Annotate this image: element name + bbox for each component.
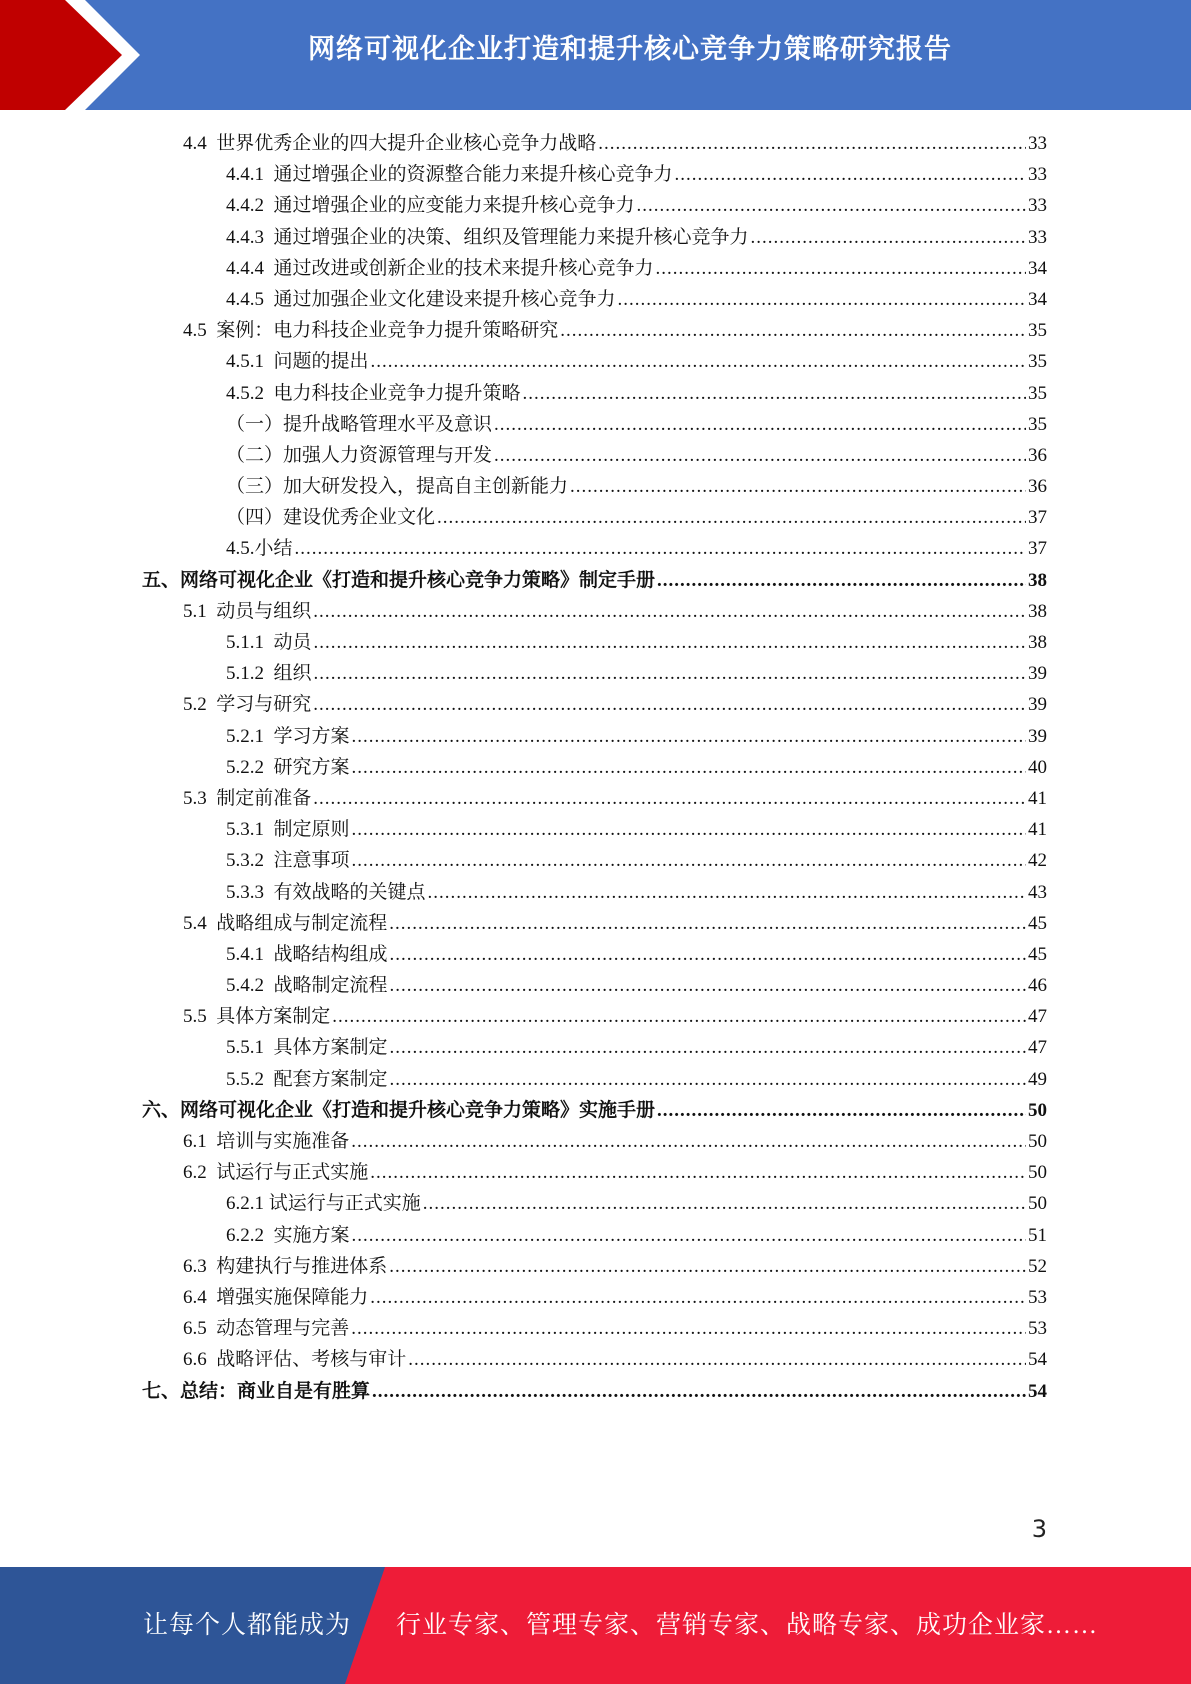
toc-entry-page: 33 [1028, 195, 1047, 217]
toc-entry-title: （三）加大研发投入，提高自主创新能力 [226, 476, 569, 498]
toc-entry-title: 有效战略的关键点 [273, 881, 426, 903]
toc-entry-page: 39 [1028, 663, 1047, 685]
toc-entry-number: 5.4.2 [226, 975, 274, 997]
toc-entry-page: 33 [1028, 164, 1047, 186]
toc-entry-number: 4.4.3 [226, 226, 274, 248]
toc-dot-leader [675, 159, 1026, 190]
toc-dot-leader [560, 315, 1026, 346]
toc-entry-title: 通过加强企业文化建设来提升核心竞争力 [273, 288, 616, 310]
toc-entry-number: 5.3.2 [226, 850, 274, 872]
toc-entry-title: 电力科技企业竞争力提升策略 [273, 382, 521, 404]
toc-entry[interactable] [0, 1001, 1191, 1032]
toc-entry[interactable] [0, 596, 1191, 627]
toc-entry-page: 54 [1028, 1380, 1047, 1402]
toc-dot-leader [657, 1095, 1026, 1126]
toc-entry-number: 5.3.1 [226, 819, 274, 841]
toc-entry-number: 5.2 [183, 694, 217, 716]
toc-entry-title: 通过改进或创新企业的技术来提升核心竞争力 [273, 257, 654, 279]
toc-entry-page: 53 [1028, 1318, 1047, 1340]
toc-dot-leader [390, 939, 1026, 970]
toc-entry-number: 5.2.1 [226, 725, 274, 747]
toc-entry-title: 学习与研究 [216, 694, 312, 716]
toc-entry-number: 4.4.2 [226, 195, 274, 217]
toc-entry-number: 6.3 [183, 1255, 217, 1277]
toc-entry-page: 50 [1028, 1193, 1047, 1215]
toc-dot-leader [313, 783, 1026, 814]
toc-entry-page: 50 [1028, 1162, 1047, 1184]
toc-dot-leader [390, 1064, 1026, 1095]
toc-entry[interactable] [0, 190, 1191, 221]
toc-dot-leader [598, 128, 1026, 159]
toc-entry-number: 4.4.4 [226, 257, 274, 279]
toc-entry-page: 51 [1028, 1224, 1047, 1246]
toc-entry[interactable] [0, 1220, 1191, 1251]
header-arrow-decoration [0, 0, 160, 110]
toc-dot-leader [570, 471, 1026, 502]
toc-entry[interactable] [0, 222, 1191, 253]
toc-dot-leader [428, 877, 1026, 908]
toc-dot-leader [370, 1157, 1026, 1188]
toc-dot-leader [437, 502, 1026, 533]
toc-entry-title: 七、总结：商业自是有胜算 [142, 1380, 371, 1402]
toc-entry-number: 6.2.2 [226, 1224, 274, 1246]
toc-entry[interactable] [0, 471, 1191, 502]
toc-entry-number: 5.4 [183, 912, 217, 934]
toc-dot-leader [389, 1251, 1026, 1282]
toc-dot-leader [370, 1282, 1026, 1313]
toc-entry-page: 50 [1028, 1131, 1047, 1152]
page-header [0, 0, 1191, 110]
toc-entry-title: 具体方案制定 [273, 1037, 388, 1059]
toc-entry-page: 53 [1028, 1286, 1047, 1308]
toc-entry[interactable] [0, 533, 1191, 564]
toc-entry-title: 案例：电力科技企业竞争力提升策略研究 [216, 320, 559, 342]
toc-dot-leader [352, 721, 1026, 752]
toc-entry-number: 4.4 [183, 133, 217, 154]
header-title: 网络可视化企业打造和提升核心竞争力策略研究报告 [308, 34, 952, 65]
toc-entry-number: 5.4.1 [226, 943, 274, 965]
toc-dot-leader [390, 1032, 1026, 1063]
toc-entry-number: 5.5.1 [226, 1037, 274, 1059]
toc-entry-title: 增强实施保障能力 [216, 1286, 369, 1308]
toc-entry-title: 通过增强企业的决策、组织及管理能力来提升核心竞争力 [273, 226, 749, 248]
toc-entry-page: 43 [1028, 881, 1047, 903]
toc-entry-page: 45 [1028, 912, 1047, 934]
page-footer [0, 1567, 1191, 1684]
toc-entry[interactable] [0, 253, 1191, 284]
toc-entry-title: 战略评估、考核与审计 [216, 1349, 407, 1371]
toc-entry-number: 5.1 [183, 600, 217, 622]
toc-entry-number: 5.3.3 [226, 881, 274, 903]
toc-entry-page: 38 [1028, 600, 1047, 622]
toc-entry[interactable] [0, 845, 1191, 876]
toc-dot-leader [618, 284, 1026, 315]
toc-entry[interactable] [0, 284, 1191, 315]
toc-entry-page: 35 [1028, 382, 1047, 404]
toc-entry[interactable] [0, 128, 1191, 159]
toc-entry-title: 世界优秀企业的四大提升企业核心竞争力战略 [216, 133, 597, 154]
toc-entry[interactable] [0, 346, 1191, 377]
toc-dot-leader [314, 627, 1026, 658]
toc-entry-number: 6.4 [183, 1286, 217, 1308]
toc-dot-leader [295, 533, 1026, 564]
toc-dot-leader [494, 440, 1026, 471]
toc-entry-page: 42 [1028, 850, 1047, 872]
toc-entry[interactable] [0, 1344, 1191, 1375]
toc-entry-title: 研究方案 [273, 756, 350, 778]
footer-slogan-left: 让每个人都能成为 [143, 1612, 352, 1639]
toc-entry-page: 41 [1028, 819, 1047, 841]
toc-entry-title: 培训与实施准备 [216, 1131, 350, 1152]
toc-entry-page: 35 [1028, 413, 1047, 435]
toc-dot-leader [351, 1126, 1026, 1157]
toc-entry[interactable] [0, 1313, 1191, 1344]
toc-entry-number: 5.3 [183, 787, 217, 809]
toc-entry-title: 通过增强企业的资源整合能力来提升核心竞争力 [273, 164, 673, 186]
toc-chapter-entry[interactable] [0, 1376, 1191, 1407]
toc-entry[interactable] [0, 1188, 1191, 1219]
toc-entry-page: 50 [1028, 1099, 1047, 1121]
toc-entry-page: 34 [1028, 288, 1047, 310]
toc-entry-title: 通过增强企业的应变能力来提升核心竞争力 [273, 195, 635, 217]
toc-entry[interactable] [0, 502, 1191, 533]
toc-entry[interactable] [0, 1282, 1191, 1313]
toc-entry-number: 4.4.5 [226, 288, 274, 310]
page-number: 3 [1031, 1515, 1047, 1543]
toc-dot-leader [637, 190, 1026, 221]
toc-entry-number: 4.5.1 [226, 351, 274, 373]
toc-chapter-entry[interactable] [0, 1095, 1191, 1126]
toc-dot-leader [352, 752, 1026, 783]
toc-dot-leader [423, 1188, 1026, 1219]
toc-entry-title: 制定前准备 [216, 787, 312, 809]
toc-entry[interactable] [0, 939, 1191, 970]
toc-entry[interactable] [0, 409, 1191, 440]
toc-entry[interactable] [0, 783, 1191, 814]
toc-entry-page: 39 [1028, 694, 1047, 716]
toc-entry-number: 6.2 [183, 1162, 217, 1184]
toc-entry[interactable] [0, 1251, 1191, 1282]
toc-entry-number: 6.2.1 [226, 1193, 269, 1215]
toc-dot-leader [657, 565, 1026, 596]
toc-entry-page: 36 [1028, 444, 1047, 466]
toc-entry-number: 4.4.1 [226, 164, 274, 186]
toc-dot-leader [408, 1344, 1026, 1375]
toc-dot-leader [494, 409, 1026, 440]
toc-entry-number: 6.1 [183, 1131, 217, 1152]
toc-entry[interactable] [0, 627, 1191, 658]
toc-dot-leader [352, 814, 1026, 845]
toc-entry-page: 37 [1028, 538, 1047, 560]
toc-entry-number: 4.5.2 [226, 382, 274, 404]
toc-entry-title: 配套方案制定 [273, 1068, 388, 1090]
toc-entry-page: 35 [1028, 351, 1047, 373]
toc-entry[interactable] [0, 315, 1191, 346]
toc-entry[interactable] [0, 658, 1191, 689]
footer-slogan-right: 行业专家、管理专家、营销专家、战略专家、成功企业家…… [396, 1612, 1099, 1639]
toc-dot-leader [372, 1376, 1026, 1407]
toc-entry[interactable] [0, 1032, 1191, 1063]
toc-entry[interactable] [0, 689, 1191, 720]
toc-entry-number: 5.1.1 [226, 632, 274, 653]
toc-entry[interactable] [0, 752, 1191, 783]
toc-dot-leader [352, 1220, 1026, 1251]
toc-entry-title: 构建执行与推进体系 [216, 1255, 388, 1277]
toc-entry[interactable] [0, 721, 1191, 752]
toc-entry-page: 36 [1028, 476, 1047, 498]
toc-entry-number: 5.2.2 [226, 756, 274, 778]
toc-entry-page: 46 [1028, 975, 1047, 997]
toc-entry-number: 6.6 [183, 1349, 217, 1371]
toc-entry-title: 实施方案 [273, 1224, 350, 1246]
toc-entry-number: 4.5 [183, 320, 217, 342]
toc-entry-title: 具体方案制定 [216, 1006, 331, 1028]
toc-entry-page: 38 [1028, 569, 1047, 591]
toc-entry-title: 战略制定流程 [273, 975, 388, 997]
toc-entry-page: 49 [1028, 1068, 1047, 1090]
toc-entry-title: 试运行与正式实施 [216, 1162, 369, 1184]
toc-entry-page: 37 [1028, 507, 1047, 529]
toc-entry[interactable] [0, 159, 1191, 190]
toc-entry-title: （四）建设优秀企业文化 [226, 507, 436, 529]
toc-entry-title: 战略组成与制定流程 [216, 912, 388, 934]
toc-entry[interactable] [0, 814, 1191, 845]
toc-entry-title: 组织 [273, 663, 312, 685]
toc-entry-page: 38 [1028, 632, 1047, 653]
toc-entry[interactable] [0, 1157, 1191, 1188]
toc-dot-leader [313, 596, 1026, 627]
toc-dot-leader [314, 658, 1026, 689]
toc-entry-page: 40 [1028, 756, 1047, 778]
toc-entry-title: （一）提升战略管理水平及意识 [226, 413, 493, 435]
toc-entry-title: 4.5.小结 [226, 538, 293, 560]
toc-dot-leader [332, 1001, 1026, 1032]
toc-entry-number: 5.5.2 [226, 1068, 274, 1090]
toc-entry-number: 6.5 [183, 1318, 217, 1340]
toc-entry-page: 45 [1028, 943, 1047, 965]
toc-entry[interactable] [0, 877, 1191, 908]
toc-entry-page: 35 [1028, 320, 1047, 342]
toc-dot-leader [352, 845, 1026, 876]
toc-entry-page: 41 [1028, 787, 1047, 809]
toc-dot-leader [371, 346, 1026, 377]
toc-entry-title: 注意事项 [273, 850, 350, 872]
toc-entry[interactable] [0, 378, 1191, 409]
toc-entry-title: 五、网络可视化企业《打造和提升核心竞争力策略》制定手册 [142, 569, 656, 591]
toc-entry-title: 战略结构组成 [273, 943, 388, 965]
toc-entry[interactable] [0, 440, 1191, 471]
toc-entry-title: 动员 [273, 632, 312, 653]
toc-dot-leader [523, 378, 1026, 409]
toc-entry[interactable] [0, 1064, 1191, 1095]
toc-entry[interactable] [0, 908, 1191, 939]
toc-entry-title: 问题的提出 [273, 351, 369, 373]
toc-entry-page: 39 [1028, 725, 1047, 747]
toc-entry[interactable] [0, 1126, 1191, 1157]
toc-entry-page: 33 [1028, 133, 1047, 154]
toc-entry-title: 制定原则 [273, 819, 350, 841]
toc-dot-leader [389, 908, 1026, 939]
toc-dot-leader [313, 689, 1026, 720]
toc-entry[interactable] [0, 970, 1191, 1001]
toc-entry-title: （二）加强人力资源管理与开发 [226, 444, 493, 466]
toc-entry-page: 52 [1028, 1255, 1047, 1277]
table-of-contents [0, 128, 1191, 1407]
toc-entry-title: 动态管理与完善 [216, 1318, 350, 1340]
toc-entry-title: 动员与组织 [216, 600, 312, 622]
toc-entry-number: 5.5 [183, 1006, 217, 1028]
toc-dot-leader [390, 970, 1026, 1001]
toc-entry-number: 5.1.2 [226, 663, 274, 685]
toc-entry-page: 33 [1028, 226, 1047, 248]
toc-chapter-entry[interactable] [0, 565, 1191, 596]
toc-dot-leader [751, 222, 1026, 253]
toc-entry-page: 34 [1028, 257, 1047, 279]
toc-dot-leader [656, 253, 1026, 284]
toc-entry-title: 试运行与正式实施 [268, 1193, 421, 1215]
toc-dot-leader [351, 1313, 1026, 1344]
toc-entry-title: 学习方案 [273, 725, 350, 747]
toc-entry-page: 47 [1028, 1037, 1047, 1059]
toc-entry-title: 六、网络可视化企业《打造和提升核心竞争力策略》实施手册 [142, 1099, 656, 1121]
toc-entry-page: 54 [1028, 1349, 1047, 1371]
toc-entry-page: 47 [1028, 1006, 1047, 1028]
